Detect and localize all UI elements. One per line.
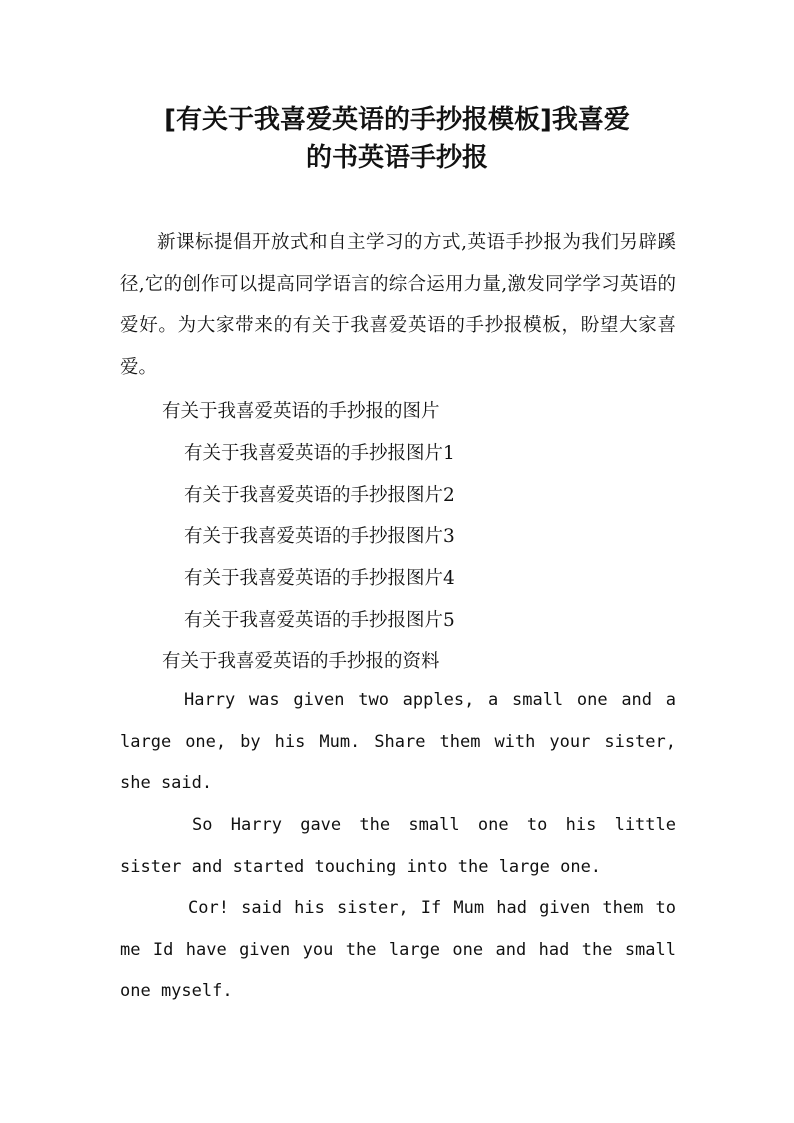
image-list-item: 有关于我喜爱英语的手抄报图片4	[184, 568, 455, 589]
image-list-item: 有关于我喜爱英语的手抄报图片2	[184, 485, 455, 506]
document-title-line-2: 的书英语手抄报	[305, 143, 488, 173]
section-heading-material: 有关于我喜爱英语的手抄报的资料	[162, 651, 440, 672]
intro-paragraph: 新课标提倡开放式和自主学习的方式,英语手抄报为我们另辟蹊径,它的创作可以提高同学语言的综合运用力量,激发同学学习英语的爱好。为大家带来的有关于我喜爱英语的手抄报模板，盼望大家喜爱。	[120, 232, 676, 378]
image-list-item: 有关于我喜爱英语的手抄报图片5	[184, 610, 455, 631]
section-heading-images: 有关于我喜爱英语的手抄报的图片	[162, 401, 440, 422]
image-list-item: 有关于我喜爱英语的手抄报图片1	[184, 443, 455, 464]
document-title-line-1: [有关于我喜爱英语的手抄报模板]我喜爱	[164, 105, 630, 135]
story-paragraph: So Harry gave the small one to his little sister and started touching into the large one.	[120, 815, 676, 877]
story-paragraph: Cor! said his sister, If Mum had given them to me Id have given you the large one and had the small one myself.	[120, 898, 676, 1002]
image-list-item: 有关于我喜爱英语的手抄报图片3	[184, 526, 455, 547]
story-paragraph: Harry was given two apples, a small one and a large one, by his Mum. Share them with your sister, she said.	[120, 690, 676, 794]
